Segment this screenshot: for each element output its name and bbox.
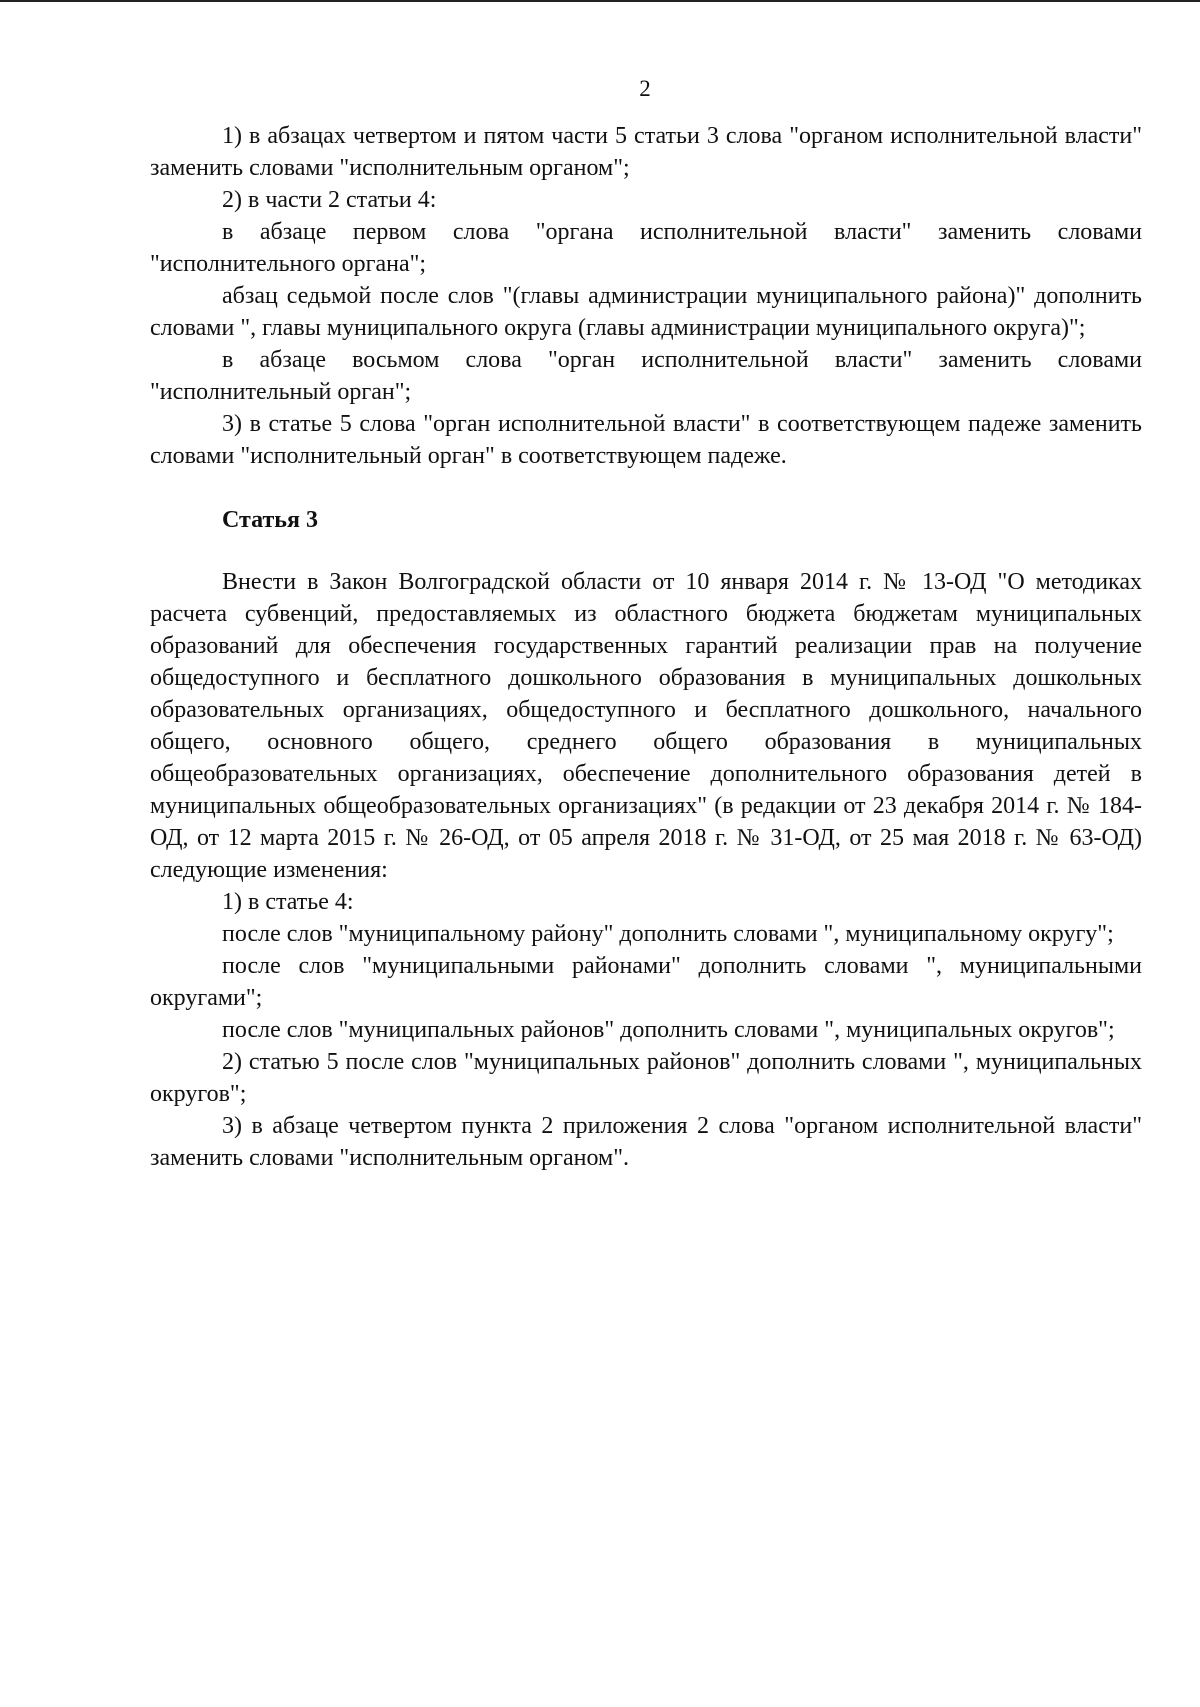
document-body xyxy=(150,120,1142,1174)
paragraph: в абзаце восьмом слова "орган исполнительной власти" заменить словами "исполнительный орган"; xyxy=(150,347,1142,405)
paragraph: 1) в статье 4: xyxy=(222,889,354,915)
paragraph: Внести в Закон Волгоградской области от 10 января 2014 г. № 13-ОД "О методиках расчета субвенций, предоставляемых из областного бюджета бюджетам муниципальных образований для обеспечения государственных гарантий реализации прав на получение общедоступного и бесплатного дошкольного образования в муниципальных дошкольных образовательных организациях, общедоступного и бесплатного дошкольного, начального общего, основного общего, среднего общего образования в муниципальных общеобразовательных организациях, обеспечение дополнительного образования детей в муниципальных общеобразовательных организациях" (в редакции от 23 декабря 2014 г. № 184-ОД, от 12 марта 2015 г. № 26-ОД, от 05 апреля 2018 г. № 31-ОД, от 25 мая 2018 г. № 63-ОД) следующие изменения: xyxy=(150,569,1142,883)
paragraph: 1) в абзацах четвертом и пятом части 5 статьи 3 слова "органом исполнительной власти" заменить словами "исполнительным органом"; xyxy=(150,123,1142,181)
page-number: 2 xyxy=(639,76,651,101)
paragraph: 3) в абзаце четвертом пункта 2 приложения 2 слова "органом исполнительной власти" заменить словами "исполнительным органом". xyxy=(150,1113,1142,1171)
paragraph: 3) в статье 5 слова "орган исполнительной власти" в соответствующем падеже заменить словами "исполнительный орган" в соответствующем падеже. xyxy=(150,411,1142,469)
paragraph: после слов "муниципальному району" дополнить словами ", муниципальному округу"; xyxy=(222,921,1114,947)
paragraph: в абзаце первом слова "органа исполнительной власти" заменить словами "исполнительного органа"; xyxy=(150,219,1142,277)
paragraph: абзац седьмой после слов "(главы администрации муниципального района)" дополнить словами ", главы муниципального округа (главы администрации муниципального округа)"; xyxy=(150,283,1142,341)
paragraph: после слов "муниципальными районами" дополнить словами ", муниципальными округами"; xyxy=(150,953,1142,1011)
paragraph: после слов "муниципальных районов" дополнить словами ", муниципальных округов"; xyxy=(222,1017,1115,1043)
paragraph: 2) в части 2 статьи 4: xyxy=(222,187,437,213)
paragraph: 2) статью 5 после слов "муниципальных районов" дополнить словами ", муниципальных округов"; xyxy=(150,1049,1142,1107)
article-heading: Статья 3 xyxy=(222,507,318,533)
scan-top-edge xyxy=(0,0,1200,2)
